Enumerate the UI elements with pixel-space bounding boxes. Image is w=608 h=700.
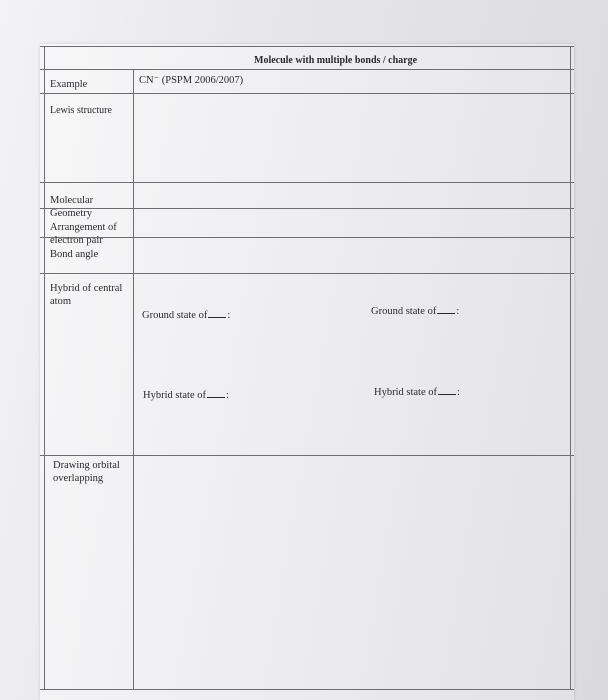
table-column-divider xyxy=(133,69,134,689)
colon: : xyxy=(457,387,460,398)
blank-line xyxy=(207,397,225,398)
table-border-bottom xyxy=(40,689,574,690)
left-hybrid-state-label: Hybrid state of xyxy=(143,390,206,401)
label-drawing-orbital: Drawing orbital overlapping xyxy=(53,460,120,484)
label-lewis-structure: Lewis structure xyxy=(50,105,112,116)
label-hybrid-central-atom: Hybrid of central atom xyxy=(50,283,123,307)
left-ground-state xyxy=(142,296,230,322)
table-border-top xyxy=(40,46,574,47)
table-line-bond-angle xyxy=(40,273,574,274)
example-value: CN⁻ (PSPM 2006/2007) xyxy=(139,75,244,86)
label-example: Example xyxy=(50,79,88,90)
table-line-header xyxy=(40,69,574,70)
table-line-geometry xyxy=(40,208,574,209)
table-border-right xyxy=(570,46,571,689)
right-ground-state-label: Ground state of xyxy=(371,306,437,317)
worksheet-table xyxy=(40,44,574,700)
colon: : xyxy=(226,390,229,401)
right-hybrid-state-label: Hybrid state of xyxy=(374,387,437,398)
left-hybrid-state xyxy=(143,376,229,402)
table-line-lewis xyxy=(40,182,574,183)
colon: : xyxy=(227,310,231,321)
label-molecular-geometry: Molecular Geometry xyxy=(50,195,94,219)
table-header-title: Molecule with multiple bonds / charge xyxy=(254,55,418,66)
blank-line xyxy=(208,317,226,318)
label-bond-angle: Bond angle xyxy=(50,249,99,260)
blank-line xyxy=(438,394,456,395)
left-ground-state-label: Ground state of xyxy=(142,310,208,321)
table-border-left xyxy=(44,46,45,689)
table-line-arrangement xyxy=(40,237,574,238)
table-line-example xyxy=(40,93,574,94)
label-arrangement: Arrangement of electron pair xyxy=(50,222,117,246)
blank-line xyxy=(437,313,455,314)
right-hybrid-state xyxy=(374,373,460,399)
table-line-hybrid xyxy=(40,455,574,456)
right-ground-state xyxy=(371,292,459,318)
colon: : xyxy=(456,306,460,317)
